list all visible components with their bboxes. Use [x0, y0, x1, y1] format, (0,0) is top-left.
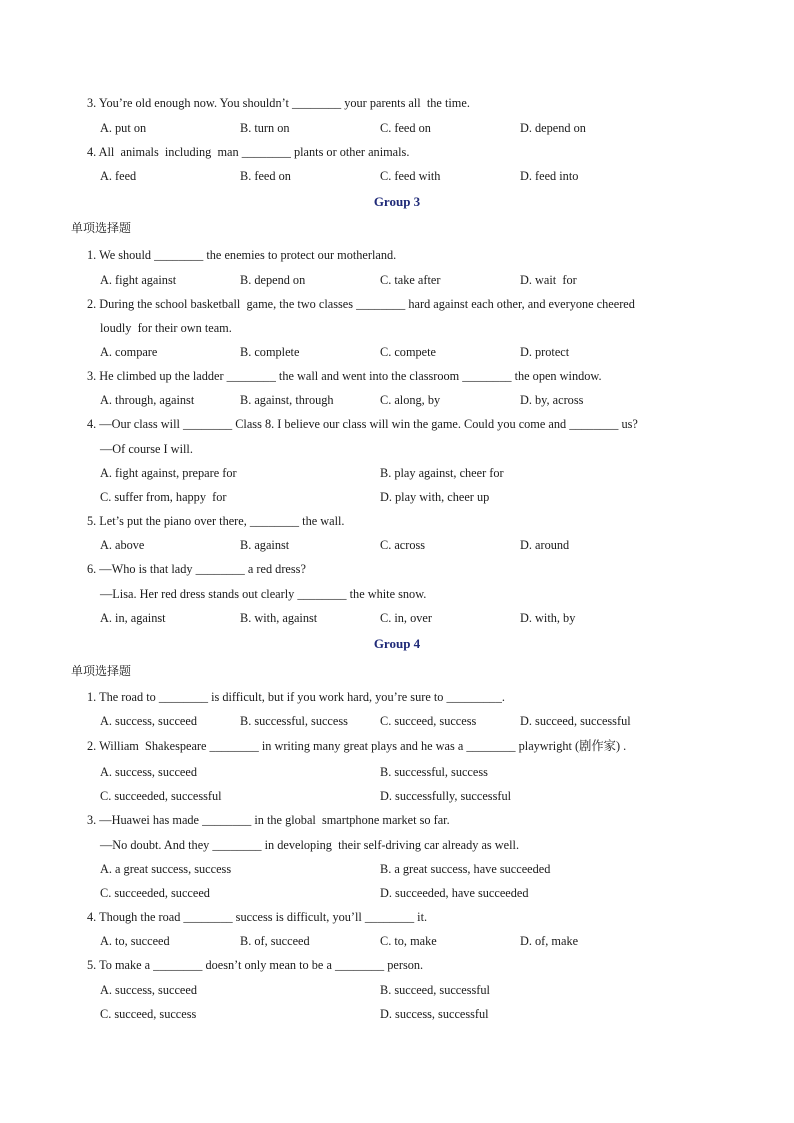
- option-c: C. across: [380, 538, 426, 552]
- question-text: 1. We should ________ the enemies to protect our motherland.: [87, 248, 397, 262]
- option-b: B. turn on: [240, 121, 290, 135]
- option-d: D. depend on: [520, 121, 586, 135]
- question-text: 3. You’re old enough now. You shouldn’t ________ your parents all the time.: [87, 96, 470, 110]
- option-d: D. around: [520, 538, 570, 552]
- group-heading: Group 3: [373, 194, 421, 209]
- option-a: A. above: [100, 538, 145, 552]
- question-text-continued: —No doubt. And they ________ in developing their self-driving car already as well.: [100, 838, 520, 852]
- option-b: B. feed on: [240, 169, 291, 183]
- option-a: A. through, against: [100, 393, 195, 407]
- option-c: C. take after: [380, 273, 441, 287]
- question-text: 2. William Shakespeare ________ in writing many great plays and he was a ________ playwright (剧作家) .: [87, 739, 627, 753]
- question-text: 4. —Our class will ________ Class 8. I believe our class will win the game. Could you come and ________ us?: [87, 417, 638, 431]
- option-c: C. feed with: [380, 169, 441, 183]
- option-c: C. in, over: [380, 611, 432, 625]
- option-d: D. success, successful: [380, 1007, 489, 1021]
- option-d: D. succeeded, have succeeded: [380, 886, 529, 900]
- option-b: B. succeed, successful: [380, 983, 490, 997]
- option-d: D. play with, cheer up: [380, 490, 490, 504]
- option-b: B. against: [240, 538, 290, 552]
- option-c: C. feed on: [380, 121, 431, 135]
- option-d: D. of, make: [520, 934, 579, 948]
- option-c: C. along, by: [380, 393, 441, 407]
- option-a: A. fight against, prepare for: [100, 466, 237, 480]
- question-text: 4. Though the road ________ success is difficult, you’ll ________ it.: [87, 910, 428, 924]
- option-a: A. success, succeed: [100, 714, 197, 728]
- question-text-continued: loudly for their own team.: [100, 321, 232, 335]
- option-a: A. put on: [100, 121, 147, 135]
- option-b: B. successful, success: [380, 765, 488, 779]
- question-text-continued: —Of course I will.: [100, 442, 193, 456]
- option-a: A. a great success, success: [100, 862, 232, 876]
- option-b: B. depend on: [240, 273, 306, 287]
- option-d: D. protect: [520, 345, 570, 359]
- section-label: 单项选择题: [71, 221, 132, 235]
- question-text: 2. During the school basketball game, the two classes ________ hard against each other, and everyone cheered: [87, 297, 635, 311]
- group-heading: Group 4: [373, 636, 421, 651]
- option-c: C. suffer from, happy for: [100, 490, 227, 504]
- option-c: C. succeeded, succeed: [100, 886, 210, 900]
- option-d: D. successfully, successful: [380, 789, 512, 803]
- option-b: B. complete: [240, 345, 300, 359]
- option-d: D. wait for: [520, 273, 577, 287]
- option-c: C. succeed, success: [380, 714, 477, 728]
- option-a: A. success, succeed: [100, 765, 197, 779]
- question-text: 4. All animals including man ________ plants or other animals.: [87, 145, 410, 159]
- option-b: B. against, through: [240, 393, 334, 407]
- option-d: D. by, across: [520, 393, 584, 407]
- option-b: B. a great success, have succeeded: [380, 862, 551, 876]
- option-c: C. to, make: [380, 934, 437, 948]
- option-a: A. compare: [100, 345, 158, 359]
- question-text: 3. He climbed up the ladder ________ the wall and went into the classroom ________ the open window.: [87, 369, 602, 383]
- question-text-continued: —Lisa. Her red dress stands out clearly ________ the white snow.: [100, 587, 427, 601]
- question-text: 1. The road to ________ is difficult, but if you work hard, you’re sure to _________.: [87, 690, 505, 704]
- option-c: C. succeeded, successful: [100, 789, 222, 803]
- option-a: A. feed: [100, 169, 137, 183]
- option-a: A. in, against: [100, 611, 166, 625]
- option-d: D. with, by: [520, 611, 576, 625]
- option-d: D. succeed, successful: [520, 714, 631, 728]
- option-c: C. succeed, success: [100, 1007, 197, 1021]
- option-b: B. of, succeed: [240, 934, 310, 948]
- question-text: 5. To make a ________ doesn’t only mean to be a ________ person.: [87, 958, 424, 972]
- option-b: B. with, against: [240, 611, 318, 625]
- option-c: C. compete: [380, 345, 437, 359]
- option-a: A. to, succeed: [100, 934, 170, 948]
- section-label: 单项选择题: [71, 664, 132, 678]
- option-d: D. feed into: [520, 169, 579, 183]
- question-text: 5. Let’s put the piano over there, ________ the wall.: [87, 514, 345, 528]
- option-b: B. successful, success: [240, 714, 348, 728]
- question-text: 6. —Who is that lady ________ a red dress?: [87, 562, 306, 576]
- question-text: 3. —Huawei has made ________ in the global smartphone market so far.: [87, 813, 450, 827]
- option-a: A. fight against: [100, 273, 177, 287]
- option-b: B. play against, cheer for: [380, 466, 504, 480]
- option-a: A. success, succeed: [100, 983, 197, 997]
